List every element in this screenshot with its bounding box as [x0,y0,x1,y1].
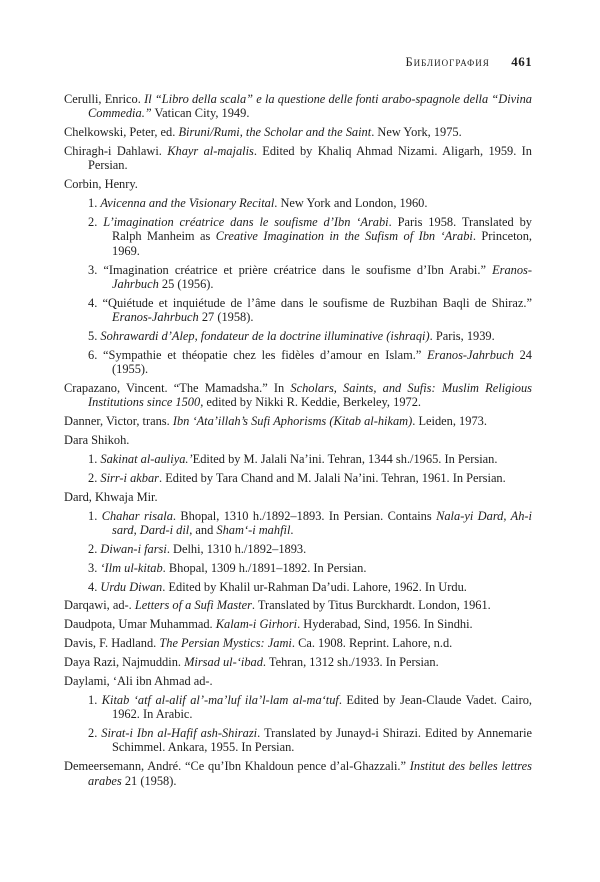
running-title: Библиография [405,55,490,69]
text-run: 25 (1956). [158,276,214,291]
bib-entry [64,490,532,504]
italic-title: Eranos-Jahrbuch [112,262,532,291]
bib-subentry [88,561,532,575]
bib-entry [64,144,532,173]
bib-entry [64,381,532,410]
text-run: 2. [88,470,101,485]
text-run: Daudpota, Umar Muhammad. [64,617,216,632]
italic-title: Eranos-Jahrbuch [112,310,199,325]
bib-entry [64,598,532,612]
italic-title: Nala-yi Dard, Ah-i sard, Dard-i dil [112,508,532,537]
text-run: 1. [88,451,101,466]
running-header [405,54,532,70]
bib-entry [64,92,532,121]
text-run: Vatican City, 1949. [151,106,250,121]
text-run: . Leiden, 1973. [412,414,487,429]
text-run: 4. “Quiétude et inquiétude de l’âme dans le soufisme de Ruzbihan Baqli de Shiraz.” [88,295,532,310]
text-run: 3. [88,560,101,575]
bib-subentry [88,215,532,258]
bib-entry [64,655,532,669]
italic-title: Institut des belles lettres arabes [88,759,532,788]
italic-title: Biruni/Rumi, the Scholar and the Saint [178,125,372,140]
text-run: 3. “Imagination créatrice et prière créatrice dans le soufisme d’Ibn Arabi.” [88,262,493,277]
text-run: . Edited by Tara Chand and M. Jalali Na’ini. Tehran, 1961. In Persian. [159,470,506,485]
text-run: Daylami, ‘Ali ibn Ahmad ad-. [64,674,213,689]
text-run: 6. “Sympathie et théopatie chez les fidèles d’amour en Islam.” [88,347,428,362]
text-run: Daya Razi, Najmuddin. [64,655,185,670]
bib-entry [64,617,532,631]
text-run: . Translated by Junayd-i Shirazi. Edited by Annemarie Schimmel. Ankara, 1955. In Persian. [112,726,533,755]
text-run: 2. [88,541,101,556]
text-run: . New York and London, 1960. [274,196,428,211]
text-run: Cerulli, Enrico. [64,92,145,106]
bib-subentry [88,580,532,594]
text-run: . [290,522,294,537]
italic-title: Sirat-i Ibn al-Hafif ash-Shirazi [101,726,258,741]
text-run: Chiragh-i Dahlawi. [64,144,168,159]
text-run: . Edited by Khaliq Ahmad Nizami. Aligarh, 1959. In Persian. [88,144,532,173]
page-number: 461 [511,54,532,69]
bib-subentry [88,196,532,210]
italic-title: Kalam-i Girhori [215,617,298,632]
text-run: . Tehran, 1312 sh./1933. In Persian. [262,655,439,670]
text-run: . Princeton, 1969. [112,229,532,258]
text-run: . Delhi, 1310 h./1892–1893. [166,541,307,556]
bib-subentry [88,726,532,755]
italic-title: Chahar risala [101,508,173,523]
text-run: Corbin, Henry. [64,177,138,192]
bib-subentry [88,452,532,466]
bib-entry [64,674,532,688]
text-run: . Paris, 1939. [429,328,495,343]
italic-title: Mirsad ul-‘ibad [184,655,263,670]
text-run: . Edited by Khalil ur-Rahman Da’udi. Lahore, 1962. In Urdu. [162,579,467,594]
italic-title: Avicenna and the Visionary Recital [100,196,275,211]
text-run: Danner, Victor, trans. [64,414,173,429]
text-run: 4. [88,579,101,594]
text-run: . Bhopal, 1310 h./1892–1893. In Persian. Contains [172,508,437,523]
italic-title: Khayr al-majalis [167,144,254,159]
text-run: . Ca. 1908. Reprint. Lahore, n.d. [291,636,453,651]
italic-title: L’imagination créatrice dans le soufisme d’Ibn ‘Arabi [103,215,389,230]
italic-title: Creative Imagination in the Sufism of Ibn ‘Arabi [215,229,473,244]
text-run: Dard, Khwaja Mir. [64,489,158,504]
bib-subentry [88,471,532,485]
bib-entry [64,414,532,428]
text-run: Davis, F. Hadland. [64,636,160,651]
bib-subentry [88,263,532,292]
bib-subentry [88,348,532,377]
italic-title: Sirr-i akbar [100,470,159,485]
italic-title: Ibn ‘Ata’illah’s Sufi Aphorisms (Kitab al-hikam) [172,414,413,429]
bib-subentry [88,509,532,538]
text-run: 27 (1958). [198,310,254,325]
bib-entry [64,177,532,191]
text-run: , edited by Nikki R. Keddie, Berkeley, 1972. [200,395,422,410]
italic-title: Sham‘-i mahfil [216,522,291,537]
text-run: . New York, 1975. [371,125,462,140]
italic-title: Sakinat al-auliya.’ [100,451,193,466]
bib-entry [64,759,532,788]
text-run: . Bhopal, 1309 h./1891–1892. In Persian. [162,560,367,575]
text-run: 5. [88,328,101,343]
italic-title: Il “Libro della scala” e la questione delle fonti arabo-spagnole della “Divina Commedia.” [88,92,532,121]
bib-subentry [88,329,532,343]
text-run: Edited by M. Jalali Na’ini. Tehran, 1344 sh./1965. In Persian. [192,451,498,466]
italic-title: ‘Ilm ul-kitab [100,560,163,575]
bib-subentry [88,542,532,556]
text-run: . Translated by Titus Burckhardt. London, 1961. [251,598,491,613]
bibliography-list [64,92,532,793]
text-run: 24 (1955). [112,347,533,377]
text-run: . Paris 1958. Translated by Ralph Manheim as [112,215,532,244]
text-run: 2. [88,215,104,230]
text-run: . Hyderabad, Sind, 1956. In Sindhi. [297,617,473,632]
italic-title: Scholars, Saints, and Sufis: Muslim Religious Institutions since 1500 [88,380,532,410]
italic-title: Eranos-Jahrbuch [427,347,514,362]
italic-title: Sohrawardi d’Alep, fondateur de la doctrine illuminative (ishraqi) [100,328,430,343]
text-run: . Edited by Jean-Claude Vadet. Cairo, 1962. In Arabic. [112,692,532,722]
bib-entry [64,636,532,650]
bib-entry [64,125,532,139]
text-run: 2. [88,726,102,741]
text-run: Darqawi, ad-. [64,598,135,613]
text-run: 21 (1958). [121,773,177,788]
text-run: 1. [88,196,101,211]
italic-title: Urdu Diwan [100,579,163,594]
italic-title: Diwan-i farsi [100,541,167,556]
italic-title: The Persian Mystics: Jami [159,636,292,651]
italic-title: Letters of a Sufi Master [134,598,252,613]
bib-entry [64,433,532,447]
text-run: Crapazano, Vincent. “The Mamadsha.” In [64,380,291,395]
italic-title: Kitab ‘atf al-alif al’-ma’luf ila’l-lam al-ma‘tuf [101,692,339,707]
text-run: Dara Shikoh. [64,433,130,448]
bib-subentry [88,693,532,722]
bib-subentry [88,296,532,325]
text-run: Chelkowski, Peter, ed. [64,125,179,140]
text-run: 1. [88,508,102,523]
text-run: , and [189,522,217,537]
text-run: 1. [88,692,102,707]
text-run: Demeersemann, André. “Ce qu’Ibn Khaldoun pence d’al-Ghazzali.” [64,759,410,774]
